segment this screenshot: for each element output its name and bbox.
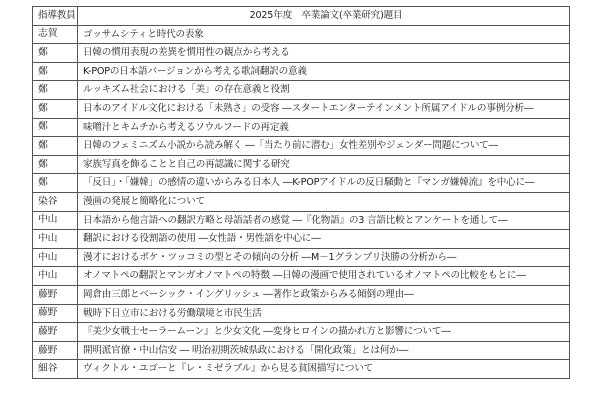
thesis-title-cell: 漫才におけるボケ・ツッコミの型とその傾向の分析 ―M－1グランプリ決勝の分析から― [78,248,570,267]
advisor-cell: 中山 [33,211,78,230]
table-row [33,81,570,100]
advisor-cell: 鄭 [33,81,78,100]
advisor-column-header: 指導教員 [33,7,78,26]
advisor-cell: 藤野 [33,341,78,360]
advisor-cell: 鄭 [33,155,78,174]
thesis-title-cell: 岡倉由三郎とベーシック・イングリッシュ ―著作と政策からみる傾倒の理由― [78,285,570,304]
table-row [33,99,570,118]
table-row [33,267,570,286]
title-column-header: 2025年度 卒業論文(卒業研究)題目 [78,7,570,26]
table-row [33,192,570,211]
advisor-cell: 鄭 [33,118,78,137]
advisor-cell: 鄭 [33,44,78,63]
thesis-title-cell: オノマトペの翻訳とマンガオノマトペの特徴 ―日韓の漫画で使用されているオノマトペの比較をもとに― [78,267,570,286]
table-body [33,25,570,378]
advisor-cell: 志賀 [33,25,78,44]
thesis-title-cell: 漫画の発展と簡略化について [78,192,570,211]
table-row [33,118,570,137]
thesis-title-cell: 翻訳における役割語の使用 ―女性語・男性語を中心に― [78,230,570,249]
advisor-cell: 中山 [33,230,78,249]
table-row [33,341,570,360]
advisor-cell: 藤野 [33,285,78,304]
table-row [33,62,570,81]
table-row [33,137,570,156]
table-row [33,285,570,304]
thesis-title-cell: K-POPの日本語バージョンから考える歌詞翻訳の意義 [78,62,570,81]
table-row [33,25,570,44]
thesis-title-cell: ゴッサムシティと時代の表象 [78,25,570,44]
thesis-title-cell: ルッキズム社会における「美」の存在意義と役割 [78,81,570,100]
thesis-title-cell: 日韓の慣用表現の差異を慣用性の観点から考える [78,44,570,63]
table-header-row [33,7,570,26]
table-row [33,211,570,230]
thesis-title-cell: 日本語から他言語への翻訳方略と母語話者の感覚 ―『化物語』の3 言語比較とアンケートを通して― [78,211,570,230]
advisor-cell: 鄭 [33,99,78,118]
advisor-cell: 鄭 [33,62,78,81]
table-row [33,323,570,342]
table-row [33,248,570,267]
table-row [33,230,570,249]
thesis-title-cell: ヴィクトル・ユゴーと『レ・ミゼラブル』から見る貧困描写について [78,360,570,379]
advisor-cell: 藤野 [33,304,78,323]
table-row [33,304,570,323]
advisor-cell: 細谷 [33,360,78,379]
table-row [33,155,570,174]
advisor-cell: 鄭 [33,137,78,156]
table-row [33,44,570,63]
advisor-cell: 中山 [33,248,78,267]
advisor-cell: 藤野 [33,323,78,342]
thesis-title-cell: 味噌汁とキムチから考えるソウルフードの再定義 [78,118,570,137]
thesis-topics-document [32,6,569,379]
thesis-title-cell: 戦時下日立市における労働環境と市民生活 [78,304,570,323]
thesis-title-cell: 開明派官僚・中山信安 ― 明治初期茨城県政における「開化政策」とは何か― [78,341,570,360]
advisor-cell: 鄭 [33,174,78,193]
thesis-title-cell: 家族写真を飾ることと自己の再認識に関する研究 [78,155,570,174]
table-row [33,174,570,193]
thesis-title-cell: 『美少女戦士セーラームーン』と少女文化 ―変身ヒロインの描かれ方と影響について― [78,323,570,342]
table-row [33,360,570,379]
advisor-cell: 中山 [33,267,78,286]
thesis-title-cell: 日本のアイドル文化における「未熟さ」の受容 ―スタートエンターテインメント所属アイドルの事例分析― [78,99,570,118]
thesis-title-cell: 日韓のフェミニズム小説から読み解く ―「当たり前に潜む」女性差別やジェンダー問題について― [78,137,570,156]
thesis-title-cell: 「反日」・「嫌韓」の感情の違いからみる日本人 ―K-POPアイドルの反日騒動と『マンガ嫌韓流』を中心に― [78,174,570,193]
advisor-cell: 染谷 [33,192,78,211]
thesis-topics-table [32,6,570,379]
